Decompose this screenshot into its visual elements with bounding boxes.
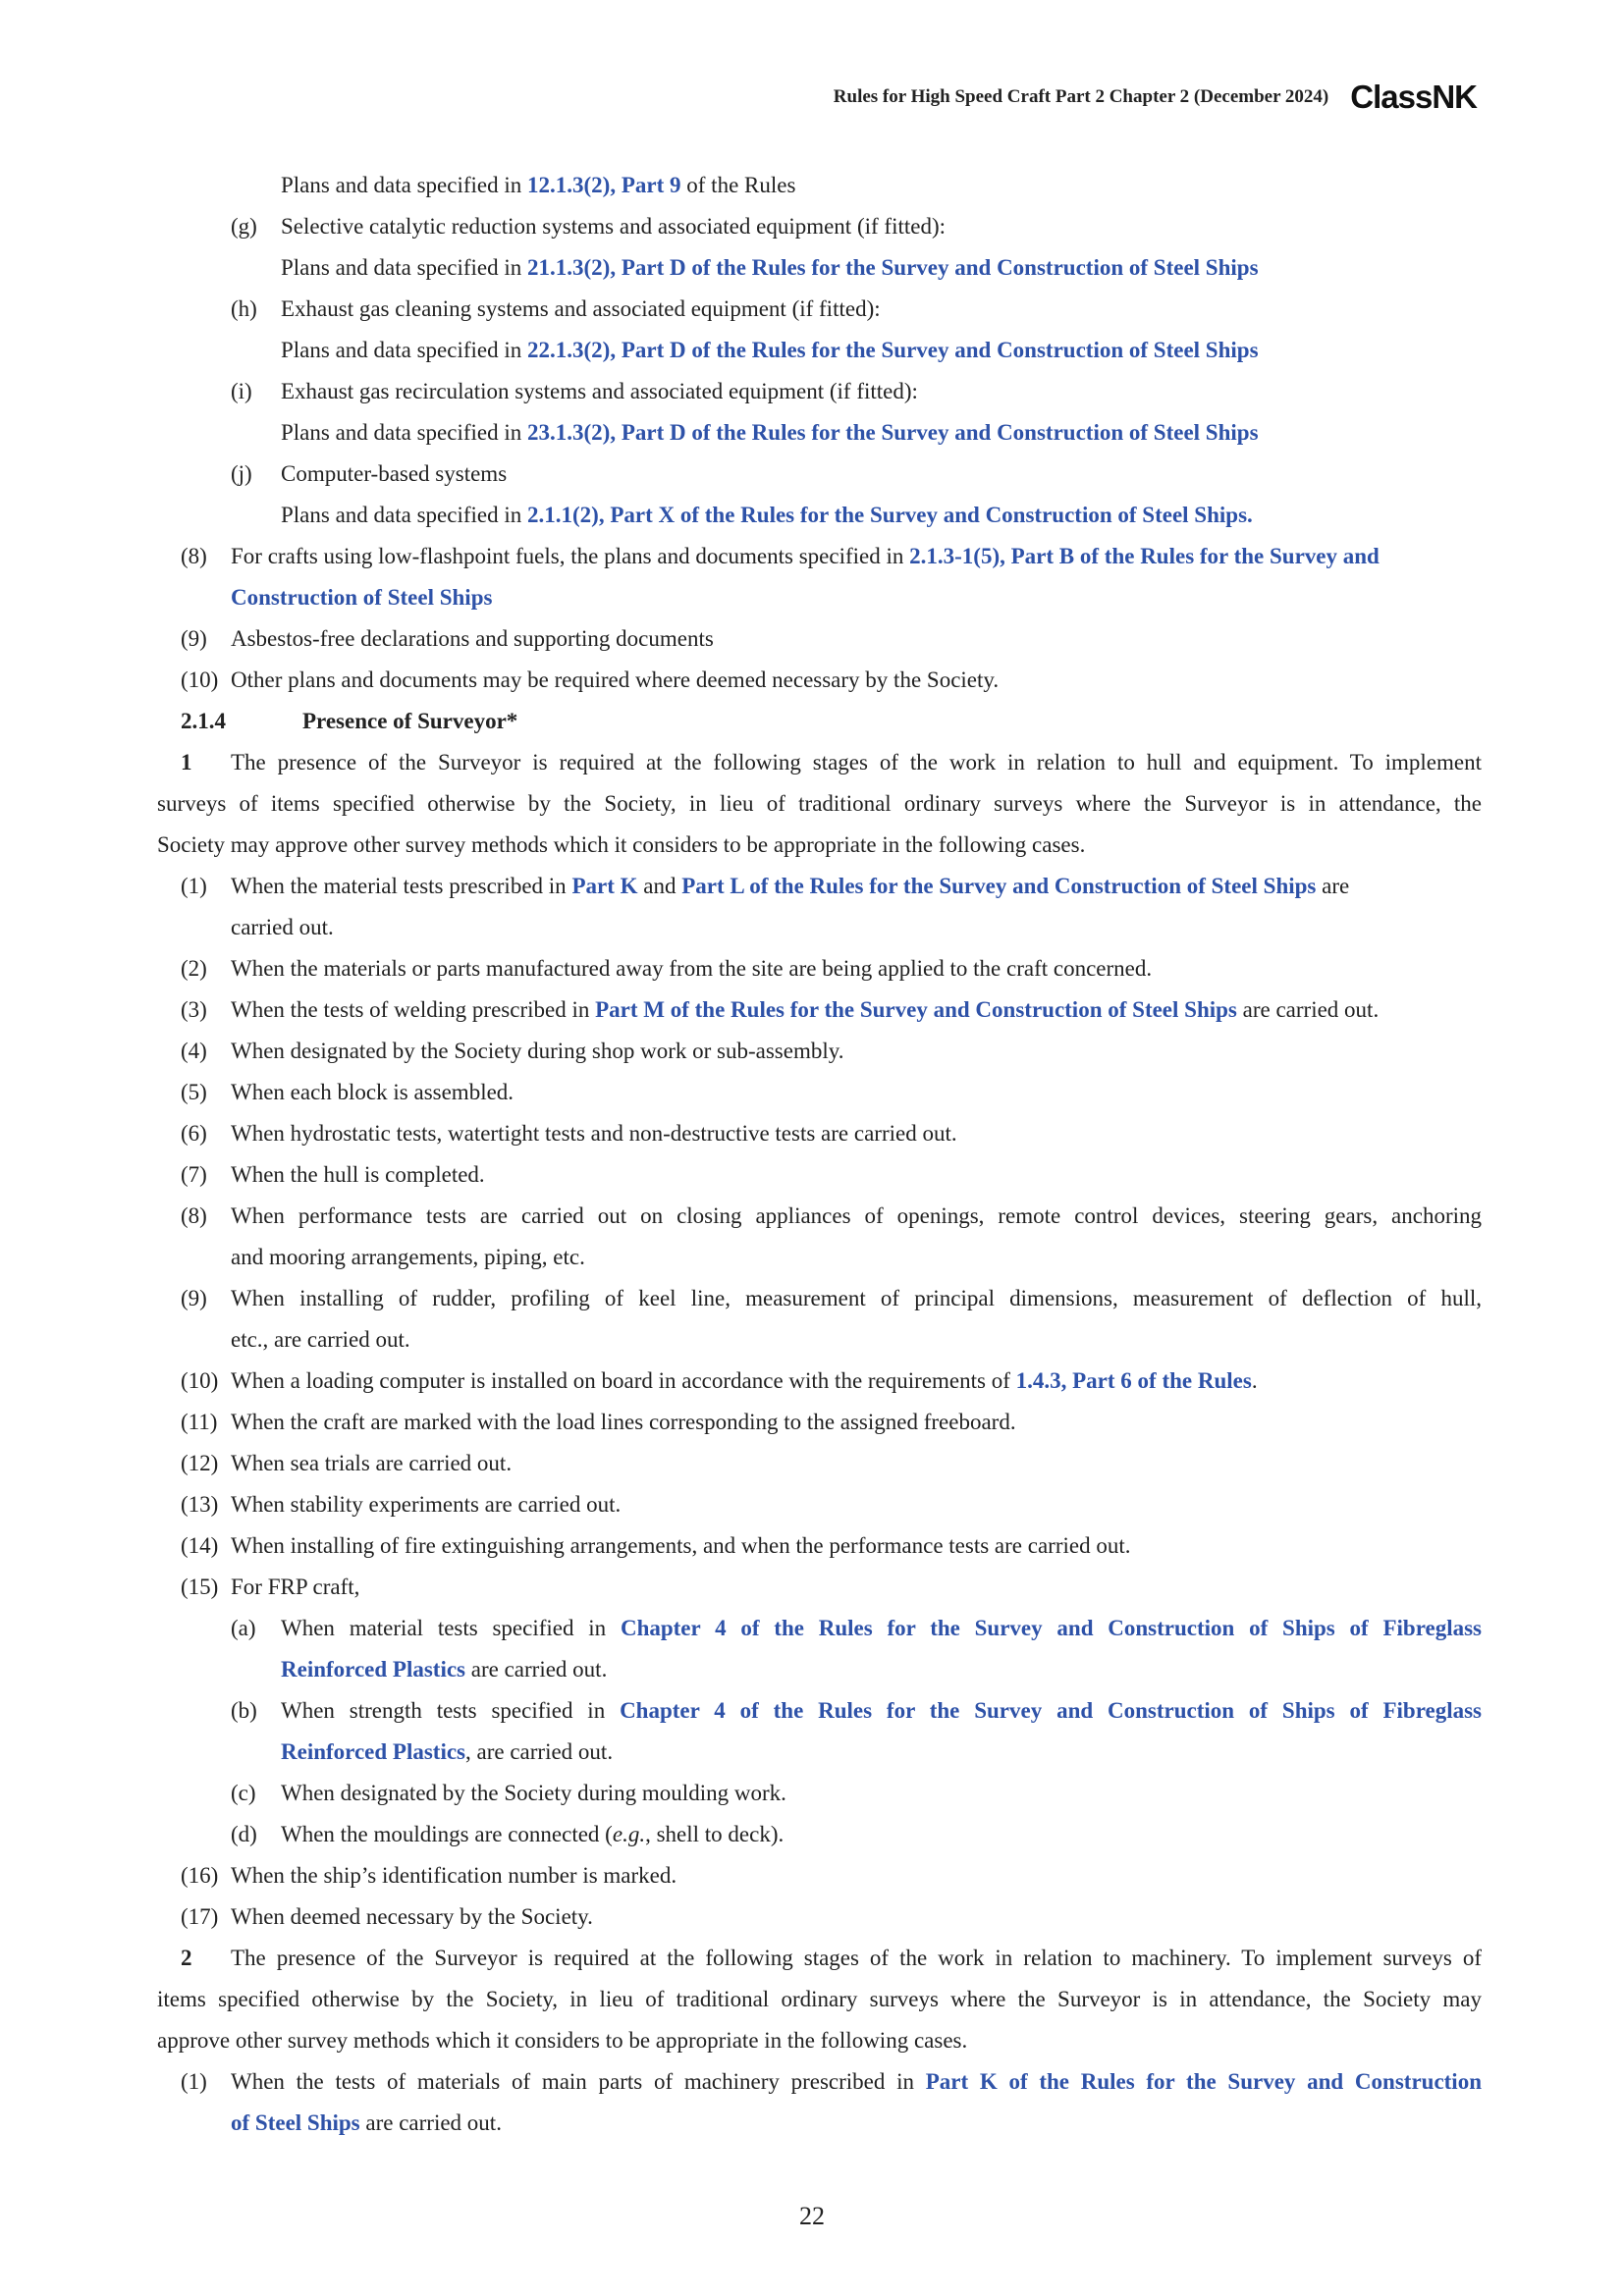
list-item-continuation [157, 577, 1482, 618]
list-item-continuation: Reinforced Plastics, are carried out. [281, 1739, 614, 1764]
list-item: (g) Selective catalytic reduction systems and associated equipment (if fitted): [231, 214, 946, 239]
paragraph-number: 1 [181, 750, 192, 774]
page-number: 22 [799, 2202, 825, 2230]
list-item: (12) When sea trials are carried out. [181, 1451, 513, 1475]
rule-link[interactable]: Part K [571, 874, 638, 898]
paragraph-line: items specified otherwise by the Society, in lieu of traditional ordinary surveys where the Surveyor is in attendance, the Society may [157, 1987, 1482, 2011]
list-item: (6) When hydrostatic tests, watertight tests and non-destructive tests are carried out. [181, 1121, 957, 1146]
list-item: (h) Exhaust gas cleaning systems and associated equipment (if fitted): [231, 296, 881, 321]
rule-link[interactable]: 22.1.3(2), Part D of the Rules for the Survey and Construction of Steel Ships [527, 338, 1259, 362]
list-item-continuation: Reinforced Plastics are carried out. [281, 1657, 608, 1682]
paragraph-line: approve other survey methods which it considers to be appropriate in the following cases. [157, 2028, 968, 2053]
rule-link[interactable]: 23.1.3(2), Part D of the Rules for the Survey and Construction of Steel Ships [527, 420, 1259, 445]
rule-link[interactable]: of Steel Ships [231, 2110, 360, 2135]
paragraph-line: surveys of items specified otherwise by the Society, in lieu of traditional ordinary surveys where the Surveyor is in attendance, the [157, 791, 1482, 816]
list-item: (1) When the tests of materials of main parts of machinery prescribed in Part K of the Rules for the Survey and Construction [181, 2069, 1482, 2094]
list-item: (11) When the craft are marked with the load lines corresponding to the assigned freeboard. [181, 1410, 1016, 1434]
rule-link[interactable]: Part K of the Rules for the Survey and Construction [925, 2069, 1482, 2094]
list-item: (4) When designated by the Society during shop work or sub-assembly. [181, 1039, 844, 1063]
paragraph-number: 2 [181, 1946, 192, 1970]
rule-link[interactable]: Chapter 4 of the Rules for the Survey and Construction of Ships of Fibreglass [620, 1616, 1482, 1640]
list-item: (d) When the mouldings are connected (e.g., shell to deck). [231, 1822, 785, 1846]
list-item: (8) When performance tests are carried out on closing appliances of openings, remote control devices, steering gears, anchoring [181, 1203, 1482, 1228]
list-item: (8) For crafts using low-flashpoint fuels, the plans and documents specified in 2.1.3-1(5), Part B of the Rules for the Survey and [181, 544, 1380, 568]
page-header [834, 79, 1477, 116]
list-item-continuation: of Steel Ships are carried out. [231, 2110, 502, 2135]
list-item-continuation: Plans and data specified in 22.1.3(2), Part D of the Rules for the Survey and Construction of Steel Ships [281, 338, 1259, 362]
rule-link[interactable]: 12.1.3(2), Part 9 [527, 173, 681, 197]
rule-link[interactable]: 2.1.1(2), Part X of the Rules for the Survey and Construction of Steel Ships. [527, 503, 1253, 527]
list-item: (2) When the materials or parts manufactured away from the site are being applied to the craft concerned. [181, 956, 1153, 981]
rule-link[interactable]: Construction of Steel Ships [231, 585, 493, 610]
paragraph-line: Society may approve other survey methods which it considers to be appropriate in the following cases. [157, 832, 1086, 857]
list-item: (1) When the material tests prescribed in Part K and Part L of the Rules for the Survey and Construction of Steel Ships are [181, 874, 1350, 898]
list-item: (7) When the hull is completed. [181, 1162, 485, 1187]
list-item: (17) When deemed necessary by the Society. [181, 1904, 593, 1929]
rule-link[interactable]: Reinforced Plastics [281, 1739, 466, 1764]
list-item-continuation: Plans and data specified in 21.1.3(2), Part D of the Rules for the Survey and Construction of Steel Ships [281, 255, 1259, 280]
rule-link[interactable]: Part L of the Rules for the Survey and Construction of Steel Ships [681, 874, 1317, 898]
list-item-continuation: Plans and data specified in 2.1.1(2), Part X of the Rules for the Survey and Construction of Steel Ships. [281, 503, 1253, 527]
list-item: (c) When designated by the Society during moulding work. [231, 1781, 786, 1805]
list-item: (9) Asbestos-free declarations and supporting documents [181, 626, 714, 651]
classnk-logo: ClassNK [1350, 79, 1477, 115]
list-item-continuation: Plans and data specified in 12.1.3(2), Part 9 of the Rules [281, 173, 796, 197]
rule-link[interactable]: Reinforced Plastics [281, 1657, 466, 1682]
rule-link[interactable]: Chapter 4 of the Rules for the Survey and Construction of Ships of Fibreglass [620, 1698, 1482, 1723]
list-item: (5) When each block is assembled. [181, 1080, 514, 1104]
paragraph: 1 The presence of the Surveyor is required at the following stages of the work in relation to hull and equipment. To implement [157, 742, 1482, 783]
paragraph: 2 The presence of the Surveyor is required at the following stages of the work in relation to machinery. To implement surveys of [157, 1938, 1482, 1979]
header-title: Rules for High Speed Craft Part 2 Chapter 2 (December 2024) [833, 86, 1329, 107]
list-item: (14) When installing of fire extinguishing arrangements, and when the performance tests are carried out. [181, 1533, 1131, 1558]
list-item-continuation: etc., are carried out. [231, 1327, 410, 1352]
list-item: (16) When the ship’s identification number is marked. [181, 1863, 677, 1888]
list-item: (3) When the tests of welding prescribed in Part M of the Rules for the Survey and Construction of Steel Ships are carried out. [181, 997, 1380, 1022]
list-item: (a) When material tests specified in Chapter 4 of the Rules for the Survey and Construction of Ships of Fibreglass [231, 1616, 1482, 1640]
rule-link[interactable]: Part M of the Rules for the Survey and Construction of Steel Ships [595, 997, 1237, 1022]
list-item: (10) Other plans and documents may be required where deemed necessary by the Society. [181, 667, 1000, 692]
list-item: (10) When a loading computer is installed on board in accordance with the requirements of 1.4.3, Part 6 of the Rules. [181, 1368, 1258, 1393]
list-item: (9) When installing of rudder, profiling of keel line, measurement of principal dimensions, measurement of deflection of hull, [181, 1286, 1482, 1310]
section-heading [157, 701, 1482, 742]
section-number: 2.1.4 [181, 709, 226, 733]
list-item: (15) For FRP craft, [181, 1575, 360, 1599]
document-body [157, 165, 1482, 2144]
list-item: (i) Exhaust gas recirculation systems and associated equipment (if fitted): [231, 379, 918, 403]
list-item-continuation: and mooring arrangements, piping, etc. [231, 1245, 585, 1269]
rule-link[interactable]: 2.1.3-1(5), Part B of the Rules for the Survey and [909, 544, 1380, 568]
list-item: (b) When strength tests specified in Chapter 4 of the Rules for the Survey and Construction of Ships of Fibreglass [231, 1698, 1482, 1723]
rule-link[interactable]: 1.4.3, Part 6 of the Rules [1015, 1368, 1252, 1393]
section-title: Presence of Surveyor* [302, 709, 518, 733]
rule-link[interactable]: 21.1.3(2), Part D of the Rules for the Survey and Construction of Steel Ships [527, 255, 1259, 280]
list-item-continuation: carried out. [231, 915, 334, 939]
list-item: (13) When stability experiments are carried out. [181, 1492, 622, 1517]
list-item-continuation: Plans and data specified in 23.1.3(2), Part D of the Rules for the Survey and Construction of Steel Ships [281, 420, 1259, 445]
list-item: (j) Computer-based systems [231, 461, 508, 486]
